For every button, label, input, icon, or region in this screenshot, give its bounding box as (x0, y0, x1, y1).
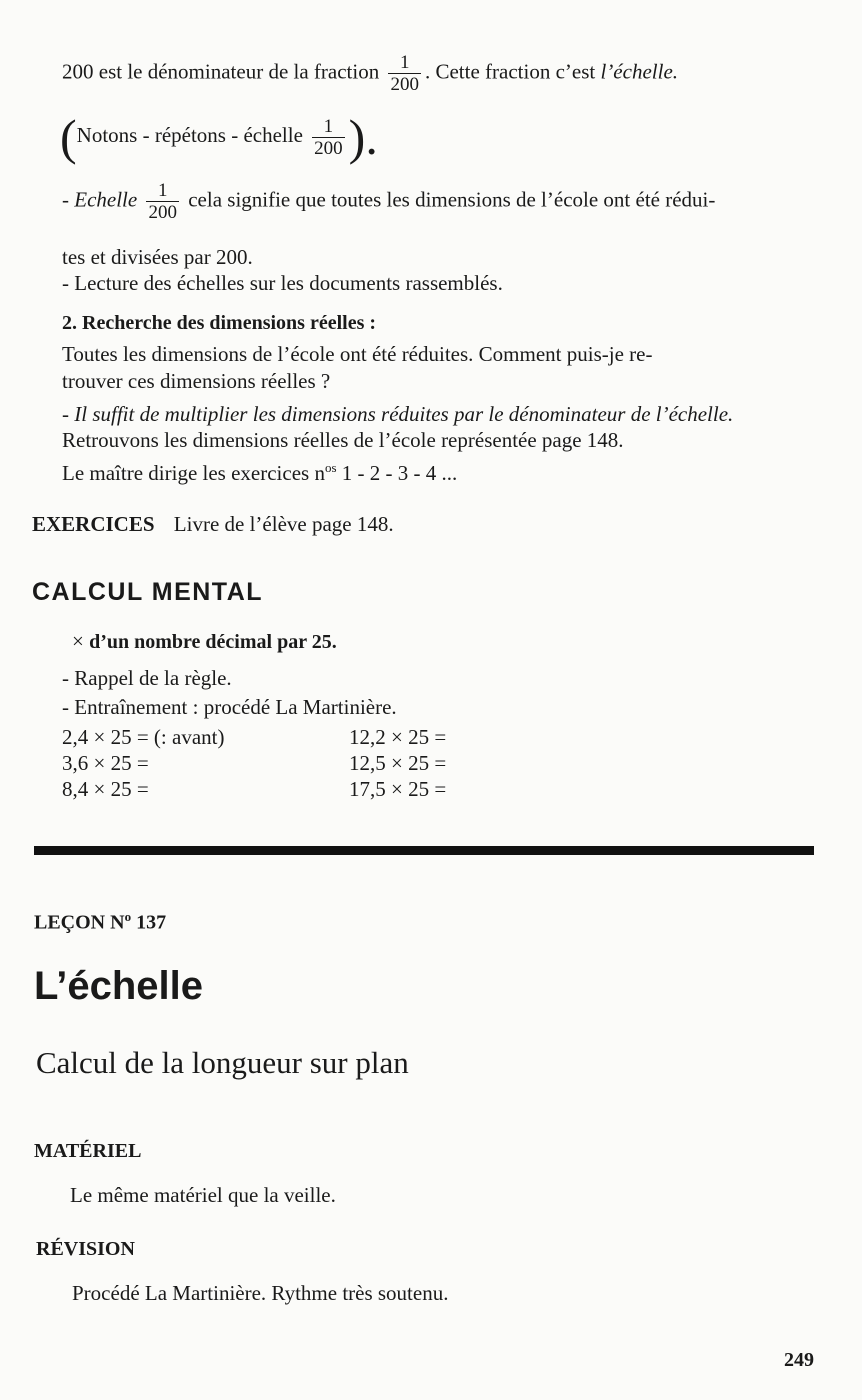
table-cell: 12,5 × 25 = (349, 751, 447, 775)
fraction-numerator: 1 (157, 180, 168, 201)
intro-line-1-middle: . Cette fraction c’est (424, 59, 596, 84)
exercices-label: EXERCICES (32, 512, 155, 536)
section-2-p1: Toutes les dimensions de l’école ont été réduites. Comment puis-je re- (62, 342, 653, 366)
close-paren: ). (348, 109, 378, 165)
lecture-line: - Lecture des échelles sur les documents rassemblés. (62, 271, 503, 295)
page-title: L’échelle (34, 964, 203, 1008)
echelle-cont: tes et divisées par 200. (62, 245, 253, 269)
section-2-maitre (62, 455, 457, 486)
revision-heading: RÉVISION (36, 1238, 135, 1260)
fraction-denominator: 200 (314, 137, 343, 159)
section-2-p1-cont: trouver ces dimensions réelles ? (62, 369, 331, 393)
notons-text: Notons - répétons - échelle (76, 122, 303, 147)
table-cell: 3,6 × 25 = (62, 751, 149, 775)
echelle-italic: Echelle (74, 187, 138, 212)
lecon-label-text: LEÇON N (34, 911, 125, 934)
calcul-mental-subheading-text: d’un nombre décimal par 25. (89, 631, 337, 653)
table-row (62, 776, 446, 802)
calcul-mental-heading: CALCUL MENTAL (32, 578, 264, 606)
exercices-text: Livre de l’élève page 148. (173, 512, 394, 536)
fraction-1-200 (388, 52, 421, 95)
echelle-text: cela signifie que toutes les dimensions de l’école ont été rédui- (188, 187, 716, 212)
maitre-suffix: 1 - 2 - 3 - 4 ... (336, 461, 458, 485)
intro-line-1-italic: l’échelle. (600, 59, 679, 84)
echelle-dash: - (62, 187, 69, 212)
fraction-notons (312, 116, 345, 159)
intro-line-1 (62, 52, 678, 95)
page-subtitle: Calcul de la longueur sur plan (36, 1045, 409, 1080)
intro-line-1-text: 200 est le dénominateur de la fraction (62, 59, 380, 84)
page-number: 249 (784, 1349, 814, 1371)
multiply-symbol: × (72, 629, 84, 653)
section-2-heading: 2. Recherche des dimensions réelles : (62, 312, 377, 334)
materiel-heading: MATÉRIEL (34, 1140, 142, 1162)
section-divider (34, 846, 814, 855)
table-cell: 8,4 × 25 = (62, 777, 149, 801)
fraction-denominator: 200 (390, 74, 419, 95)
maitre-sup: os (324, 460, 337, 475)
lecon-label (34, 904, 166, 936)
section-2-retrouvons: Retrouvons les dimensions réelles de l’école représentée page 148. (62, 428, 624, 452)
echelle-line (62, 180, 715, 223)
table-cell: 17,5 × 25 = (349, 777, 447, 801)
exercices-line (32, 511, 394, 537)
calcul-rappel: - Rappel de la règle. (62, 666, 232, 690)
table-row (62, 750, 446, 776)
open-paren: ( (60, 109, 77, 165)
calcul-mental-subheading (72, 628, 337, 655)
notons-line (60, 109, 378, 165)
maitre-prefix: Le maître dirige les exercices n (62, 461, 325, 485)
calcul-table (62, 724, 446, 802)
lecon-number: 137 (131, 911, 167, 934)
fraction-echelle (146, 180, 179, 223)
table-row (62, 724, 446, 750)
lecon-sup: o (124, 909, 132, 924)
section-2-italic: - Il suffit de multiplier les dimensions réduites par le dénominateur de l’échelle. (62, 402, 734, 426)
fraction-denominator: 200 (148, 202, 177, 223)
table-cell: 2,4 × 25 = (: avant) (62, 725, 225, 749)
fraction-numerator: 1 (323, 115, 334, 137)
fraction-numerator: 1 (399, 52, 410, 73)
calcul-entrainement: - Entraînement : procédé La Martinière. (62, 695, 397, 719)
revision-text: Procédé La Martinière. Rythme très soutenu. (72, 1281, 449, 1305)
materiel-text: Le même matériel que la veille. (70, 1183, 336, 1207)
table-cell: 12,2 × 25 = (349, 725, 447, 749)
multiplication-table (62, 724, 446, 802)
